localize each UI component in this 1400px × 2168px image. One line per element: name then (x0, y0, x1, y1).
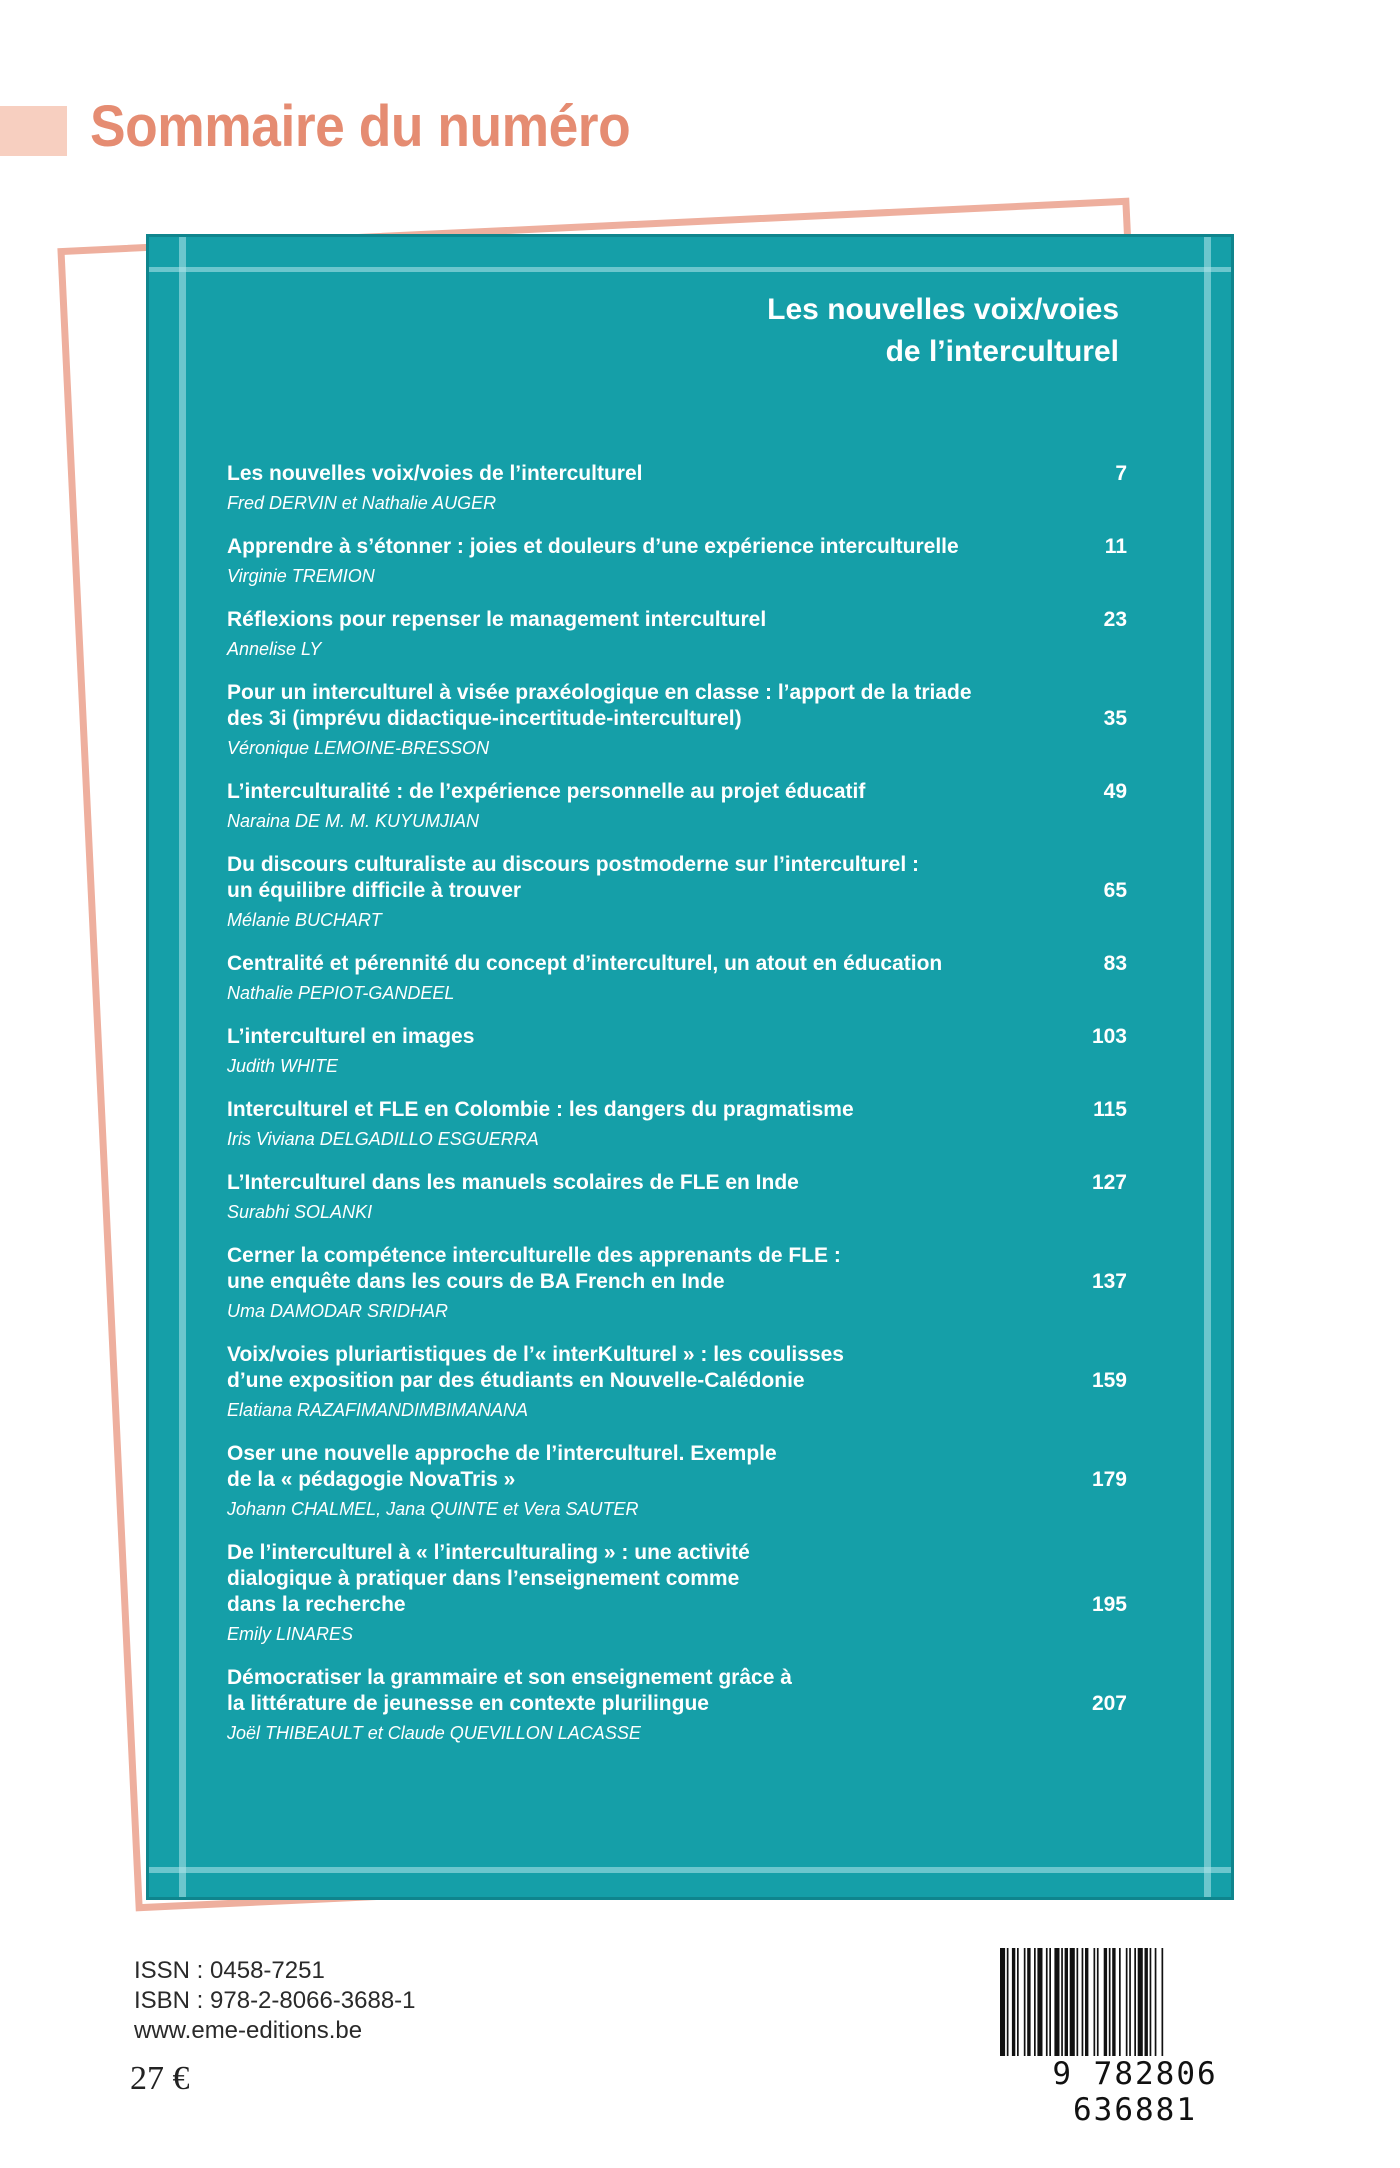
barcode (990, 1946, 1280, 2128)
entry-page-number: 65 (1103, 879, 1127, 902)
isbn: ISBN : 978-2-8066-3688-1 (134, 1987, 416, 2014)
barcode-bar (1109, 1948, 1111, 2064)
entry-author: Surabhi SOLANKI (227, 1202, 373, 1222)
barcode-bar (1007, 1948, 1009, 2064)
barcode-bar (1155, 1948, 1157, 2064)
toc-entry (227, 607, 1127, 660)
barcode-bar (1012, 1948, 1015, 2064)
table-of-contents (227, 461, 1127, 1764)
toc-entry (227, 1170, 1127, 1223)
entry-author: Iris Viviana DELGADILLO ESGUERRA (227, 1129, 539, 1149)
barcode-bar (1061, 1948, 1063, 2064)
barcode-bar (1085, 1948, 1088, 2064)
entry-author: Elatiana RAZAFIMANDIMBIMANANA (227, 1400, 529, 1420)
issn: ISSN : 0458-7251 (134, 1957, 325, 1984)
entry-author: Véronique LEMOINE-BRESSON (227, 738, 490, 758)
entry-title: Du discours culturaliste au discours postmoderne sur l’interculturel : un équilibre difficile à trouver (227, 853, 919, 902)
barcode-bar (1138, 1948, 1143, 2064)
entry-title: Apprendre à s’étonner : joies et douleurs d’une expérience interculturelle (227, 535, 959, 558)
toc-entry (227, 951, 1127, 1004)
toc-entry (227, 1097, 1127, 1150)
entry-page-number: 137 (1091, 1270, 1127, 1293)
entry-author: Johann CHALMEL, Jana QUINTE et Vera SAUTER (227, 1499, 639, 1519)
entry-title: Centralité et pérennité du concept d’interculturel, un atout en éducation (227, 952, 943, 975)
entry-author: Annelise LY (227, 639, 322, 659)
entry-title: Réflexions pour repenser le management interculturel (227, 608, 767, 631)
panel-heading-line: Les nouvelles voix/voies (767, 293, 1119, 326)
entry-title: L’Interculturel dans les manuels scolaires de FLE en Inde (227, 1171, 799, 1194)
barcode-bar (1049, 1948, 1051, 2064)
entry-title: Interculturel et FLE en Colombie : les dangers du pragmatisme (227, 1098, 854, 1121)
barcode-bar (1119, 1948, 1121, 2064)
entry-page-number: 195 (1091, 1593, 1127, 1616)
barcode-bars (990, 1946, 1280, 2066)
barcode-bar (1129, 1948, 1131, 2064)
barcode-bar (1070, 1948, 1075, 2064)
entry-title: Cerner la compétence interculturelle des apprenants de FLE : une enquête dans les cours de BA French en Inde (227, 1244, 841, 1293)
barcode-bar (1077, 1948, 1079, 2064)
toc-entry (227, 1665, 1127, 1744)
barcode-bar (1145, 1948, 1148, 2064)
entry-title: De l’interculturel à « l’interculturaling » : une activité dialogique à pratiquer dans l’enseignement comme dans la recherche (227, 1541, 750, 1616)
toc-entry (227, 461, 1127, 514)
entry-title: Pour un interculturel à visée praxéologique en classe : l’apport de la triade des 3i (imprévu didactique-incertitude-interculturel) (227, 681, 972, 730)
entry-page-number: 23 (1103, 608, 1127, 631)
barcode-bar (1046, 1948, 1048, 2064)
entry-page-number: 115 (1093, 1098, 1127, 1121)
barcode-bar (1027, 1948, 1030, 2064)
entry-author: Virginie TREMION (227, 566, 375, 586)
entry-author: Judith WHITE (227, 1056, 339, 1076)
barcode-digits: 9 782806 636881 (990, 2056, 1280, 2128)
entry-title: L’interculturel en images (227, 1025, 475, 1048)
panel-light-stripe (149, 1867, 1231, 1873)
entry-title: Les nouvelles voix/voies de l’interculturel (227, 462, 643, 485)
entry-author: Joël THIBEAULT et Claude QUEVILLON LACASSE (227, 1723, 641, 1743)
contents-panel (146, 234, 1234, 1900)
toc-entry (227, 1540, 1127, 1645)
toc-entry (227, 1342, 1127, 1421)
entry-author: Uma DAMODAR SRIDHAR (227, 1301, 449, 1321)
entry-page-number: 7 (1115, 462, 1127, 485)
title-accent-square (0, 106, 67, 156)
entry-page-number: 179 (1091, 1468, 1127, 1491)
barcode-bar (1037, 1948, 1042, 2064)
entry-title: Démocratiser la grammaire et son enseignement grâce à la littérature de jeunesse en contexte plurilingue (227, 1666, 792, 1715)
toc-entry (227, 852, 1127, 931)
panel-light-stripe (1204, 237, 1211, 1897)
entry-title: L’interculturalité : de l’expérience personnelle au projet éducatif (227, 780, 866, 803)
entry-page-number: 159 (1091, 1369, 1127, 1392)
toc-entry (227, 779, 1127, 832)
entry-page-number: 83 (1103, 952, 1127, 975)
entry-page-number: 11 (1104, 535, 1127, 558)
barcode-bar (1097, 1948, 1099, 2064)
toc-entry (227, 1024, 1127, 1077)
barcode-bar (1054, 1948, 1059, 2064)
panel-light-stripe (149, 267, 1231, 272)
barcode-bar (1162, 1948, 1164, 2064)
panel-heading-line: de l’interculturel (885, 335, 1119, 368)
barcode-bar (1000, 1948, 1005, 2064)
barcode-bar (1150, 1948, 1152, 2064)
toc-entry (227, 1441, 1127, 1520)
entry-title: Voix/voies pluriartistiques de l’« interKulturel » : les coulisses d’une exposition par des étudiants en Nouvelle-Calédonie (227, 1343, 844, 1392)
entry-author: Fred DERVIN et Nathalie AUGER (227, 493, 497, 513)
entry-author: Mélanie BUCHART (227, 910, 382, 930)
barcode-bar (1082, 1948, 1084, 2064)
website: www.eme-editions.be (134, 2017, 363, 2044)
page-title: Sommaire du numéro (90, 94, 631, 159)
entry-page-number: 127 (1091, 1171, 1127, 1194)
panel-light-stripe (179, 237, 186, 1897)
toc-entry (227, 534, 1127, 587)
barcode-bar (1065, 1948, 1068, 2064)
entry-page-number: 207 (1091, 1692, 1127, 1715)
entry-author: Nathalie PEPIOT-GANDEEL (227, 983, 455, 1003)
barcode-bar (1104, 1948, 1107, 2064)
entry-author: Emily LINARES (227, 1624, 354, 1644)
entry-page-number: 49 (1103, 780, 1127, 803)
barcode-bar (1134, 1948, 1136, 2064)
toc-entry (227, 680, 1127, 759)
price: 27 € (130, 2060, 190, 2097)
toc-entry (227, 1243, 1127, 1322)
publication-info (134, 1956, 416, 2046)
entry-page-number: 35 (1103, 707, 1127, 730)
barcode-bar (1017, 1948, 1019, 2064)
barcode-bar (1034, 1948, 1036, 2064)
barcode-bar (1094, 1948, 1096, 2064)
entry-title: Oser une nouvelle approche de l’interculturel. Exemple de la « pédagogie NovaTris » (227, 1442, 777, 1491)
barcode-bar (1024, 1948, 1026, 2064)
panel-heading (767, 289, 1119, 373)
barcode-bar (1126, 1948, 1128, 2064)
barcode-bar (1112, 1948, 1115, 2064)
entry-page-number: 103 (1091, 1025, 1127, 1048)
entry-author: Naraina DE M. M. KUYUMJIAN (227, 811, 480, 831)
